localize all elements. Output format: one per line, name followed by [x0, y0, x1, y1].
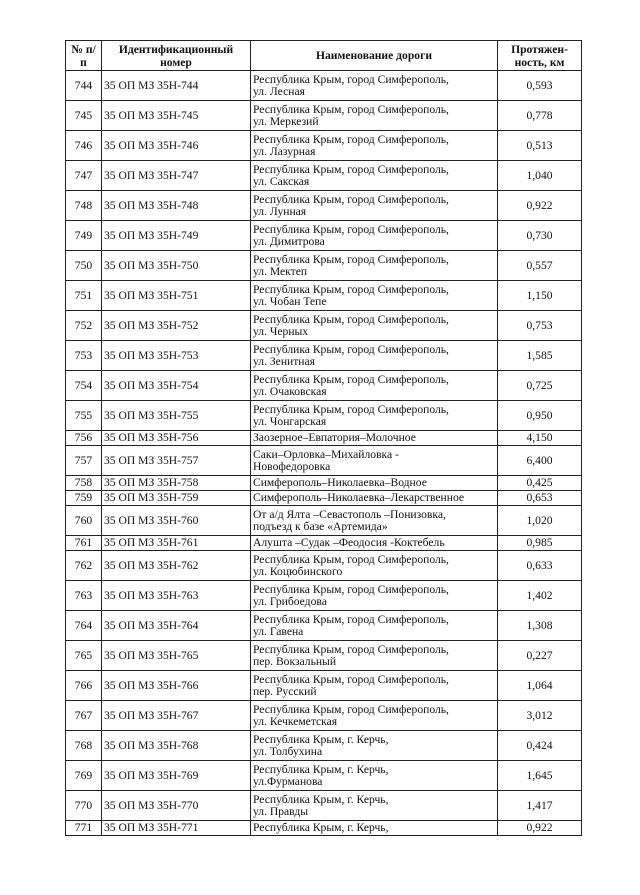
road-name-line-2: пер. Вокзальный — [253, 654, 337, 668]
road-id: 35 ОП МЗ 35Н-762 — [102, 551, 251, 581]
road-length: 1,040 — [498, 161, 582, 191]
roads-table — [65, 40, 582, 836]
road-name-line-1: Республика Крым, город Симферополь, — [253, 402, 449, 416]
table-row — [66, 641, 582, 671]
road-name-line-1: Республика Крым, город Симферополь, — [253, 222, 449, 236]
row-number: 746 — [66, 131, 102, 161]
road-name-line-2: ул. Лесная — [253, 84, 305, 98]
road-id: 35 ОП МЗ 35Н-751 — [102, 281, 251, 311]
road-length: 0,424 — [498, 731, 582, 761]
road-id: 35 ОП МЗ 35Н-760 — [102, 506, 251, 536]
road-name — [251, 221, 498, 251]
row-number: 751 — [66, 281, 102, 311]
row-number: 760 — [66, 506, 102, 536]
road-name — [251, 191, 498, 221]
road-name — [251, 671, 498, 701]
road-name-line-1: Республика Крым, город Симферополь, — [253, 552, 449, 566]
road-length: 0,653 — [498, 491, 582, 506]
road-name-line-2: ул. Черных — [253, 324, 309, 338]
road-id: 35 ОП МЗ 35Н-746 — [102, 131, 251, 161]
road-id: 35 ОП МЗ 35Н-753 — [102, 341, 251, 371]
road-id: 35 ОП МЗ 35Н-764 — [102, 611, 251, 641]
road-length: 6,400 — [498, 446, 582, 476]
road-name — [251, 71, 498, 101]
road-id: 35 ОП МЗ 35Н-748 — [102, 191, 251, 221]
road-length: 4,150 — [498, 431, 582, 446]
row-number: 757 — [66, 446, 102, 476]
road-name — [251, 551, 498, 581]
road-name-line-1: Республика Крым, город Симферополь, — [253, 702, 449, 716]
table-row — [66, 431, 582, 446]
table-row — [66, 536, 582, 551]
road-id: 35 ОП МЗ 35Н-767 — [102, 701, 251, 731]
road-name-line-1: Республика Крым, город Симферополь, — [253, 372, 449, 386]
row-number: 767 — [66, 701, 102, 731]
road-name-line-2: ул. Сакская — [253, 174, 310, 188]
table-row — [66, 731, 582, 761]
road-name — [251, 791, 498, 821]
table-row — [66, 701, 582, 731]
road-length: 1,020 — [498, 506, 582, 536]
road-name-line-1: От а/д Ялта –Севастополь –Понизовка, — [253, 507, 446, 521]
road-name-line-2: ул. Чонгарская — [253, 414, 327, 428]
road-name-line-1: Республика Крым, город Симферополь, — [253, 252, 449, 266]
road-name-line-1: Республика Крым, город Симферополь, — [253, 312, 449, 326]
table-row — [66, 611, 582, 641]
row-number: 755 — [66, 401, 102, 431]
row-number: 769 — [66, 761, 102, 791]
table-row — [66, 446, 582, 476]
road-name — [251, 536, 498, 551]
road-name-line-1: Республика Крым, город Симферополь, — [253, 612, 449, 626]
table-row — [66, 791, 582, 821]
road-id: 35 ОП МЗ 35Н-766 — [102, 671, 251, 701]
road-length: 0,730 — [498, 221, 582, 251]
road-name — [251, 251, 498, 281]
road-name-line-2: ул. Очаковская — [253, 384, 327, 398]
table-row — [66, 131, 582, 161]
road-length: 1,645 — [498, 761, 582, 791]
table-row — [66, 161, 582, 191]
road-name-line-2: пер. Русский — [253, 684, 317, 698]
road-name-line-1: Республика Крым, город Симферополь, — [253, 672, 449, 686]
table-row — [66, 476, 582, 491]
road-name-line-2: подъезд к базе «Артемида» — [253, 519, 388, 533]
road-length: 0,633 — [498, 551, 582, 581]
road-length: 1,417 — [498, 791, 582, 821]
table-row — [66, 311, 582, 341]
road-name — [251, 341, 498, 371]
road-id: 35 ОП МЗ 35Н-756 — [102, 431, 251, 446]
road-id: 35 ОП МЗ 35Н-765 — [102, 641, 251, 671]
table-row — [66, 581, 582, 611]
road-id: 35 ОП МЗ 35Н-761 — [102, 536, 251, 551]
road-name-line-2: ул. Кечкеметская — [253, 714, 338, 728]
road-id: 35 ОП МЗ 35Н-754 — [102, 371, 251, 401]
header-row — [66, 41, 582, 71]
row-number: 758 — [66, 476, 102, 491]
row-number: 750 — [66, 251, 102, 281]
road-name-line-1: Республика Крым, город Симферополь, — [253, 192, 449, 206]
row-number: 754 — [66, 371, 102, 401]
road-length: 0,950 — [498, 401, 582, 431]
road-length: 0,922 — [498, 821, 582, 836]
road-name — [251, 401, 498, 431]
table-row — [66, 341, 582, 371]
road-length: 3,012 — [498, 701, 582, 731]
road-name-line-2: ул. Гавена — [253, 624, 304, 638]
table-row — [66, 761, 582, 791]
road-name — [251, 311, 498, 341]
road-name-line-1: Республика Крым, город Симферополь, — [253, 342, 449, 356]
road-name-line-1: Республика Крым, город Симферополь, — [253, 582, 449, 596]
road-name — [251, 131, 498, 161]
road-name — [251, 431, 498, 446]
road-id: 35 ОП МЗ 35Н-763 — [102, 581, 251, 611]
table-row — [66, 191, 582, 221]
row-number: 744 — [66, 71, 102, 101]
row-number: 764 — [66, 611, 102, 641]
road-name-line-2: ул. Меркезий — [253, 114, 319, 128]
table-row — [66, 251, 582, 281]
table-header — [66, 41, 582, 71]
road-id: 35 ОП МЗ 35Н-757 — [102, 446, 251, 476]
table-row — [66, 101, 582, 131]
row-number: 766 — [66, 671, 102, 701]
road-length: 0,557 — [498, 251, 582, 281]
road-name — [251, 641, 498, 671]
row-number: 745 — [66, 101, 102, 131]
road-length: 1,064 — [498, 671, 582, 701]
road-name-line-1: Симферополь–Николаевка–Лекарственное — [253, 491, 465, 504]
road-id: 35 ОП МЗ 35Н-752 — [102, 311, 251, 341]
row-number: 770 — [66, 791, 102, 821]
road-name-line-2: ул.Фурманова — [253, 774, 323, 788]
road-length: 0,593 — [498, 71, 582, 101]
road-length: 0,227 — [498, 641, 582, 671]
row-number: 768 — [66, 731, 102, 761]
road-name-line-1: Республика Крым, г. Керчь, — [253, 762, 389, 776]
table-row — [66, 281, 582, 311]
road-length: 0,778 — [498, 101, 582, 131]
road-length: 0,513 — [498, 131, 582, 161]
row-number: 759 — [66, 491, 102, 506]
row-number: 753 — [66, 341, 102, 371]
road-name-line-1: Республика Крым, город Симферополь, — [253, 102, 449, 116]
road-length: 1,150 — [498, 281, 582, 311]
road-id: 35 ОП МЗ 35Н-759 — [102, 491, 251, 506]
row-number: 762 — [66, 551, 102, 581]
road-name — [251, 371, 498, 401]
road-id: 35 ОП МЗ 35Н-750 — [102, 251, 251, 281]
table-row — [66, 401, 582, 431]
table-row — [66, 221, 582, 251]
table-row — [66, 491, 582, 506]
table-row — [66, 821, 582, 836]
road-length: 0,922 — [498, 191, 582, 221]
road-name-line-2: ул. Зенитная — [253, 354, 315, 368]
road-name — [251, 281, 498, 311]
road-name-line-2: ул. Лазурная — [253, 144, 316, 158]
road-name-line-1: Республика Крым, город Симферополь, — [253, 132, 449, 146]
road-name-line-1: Саки–Орловка–Михайловка - — [253, 447, 399, 461]
road-id: 35 ОП МЗ 35Н-744 — [102, 71, 251, 101]
road-name — [251, 611, 498, 641]
row-number: 752 — [66, 311, 102, 341]
road-id: 35 ОП МЗ 35Н-747 — [102, 161, 251, 191]
road-id: 35 ОП МЗ 35Н-758 — [102, 476, 251, 491]
road-name-line-2: ул. Чобан Тепе — [253, 294, 327, 308]
row-number: 756 — [66, 431, 102, 446]
road-name-line-1: Алушта –Судак –Феодосия -Коктебель — [253, 536, 445, 549]
road-name-line-1: Республика Крым, город Симферополь, — [253, 162, 449, 176]
road-name-line-2: ул. Грибоедова — [253, 594, 327, 608]
row-number: 747 — [66, 161, 102, 191]
road-length: 0,725 — [498, 371, 582, 401]
table-body — [66, 71, 582, 836]
road-name — [251, 581, 498, 611]
table-row — [66, 551, 582, 581]
road-name — [251, 476, 498, 491]
road-name-line-2: ул. Димитрова — [253, 234, 325, 248]
road-name-line-1: Республика Крым, г. Керчь, — [253, 792, 389, 806]
road-name — [251, 506, 498, 536]
row-number: 765 — [66, 641, 102, 671]
row-number: 749 — [66, 221, 102, 251]
road-length: 0,425 — [498, 476, 582, 491]
row-number: 748 — [66, 191, 102, 221]
road-id: 35 ОП МЗ 35Н-749 — [102, 221, 251, 251]
road-name-line-2: ул. Коцюбинского — [253, 564, 343, 578]
table-row — [66, 506, 582, 536]
road-name — [251, 701, 498, 731]
header-name: Наименование дороги — [251, 41, 498, 71]
road-length: 0,753 — [498, 311, 582, 341]
road-name — [251, 446, 498, 476]
road-length: 0,985 — [498, 536, 582, 551]
header-num: № п/п — [66, 41, 102, 71]
table-row — [66, 671, 582, 701]
road-name-line-2: ул. Мектеп — [253, 264, 308, 278]
road-name — [251, 161, 498, 191]
table-row — [66, 71, 582, 101]
road-id: 35 ОП МЗ 35Н-755 — [102, 401, 251, 431]
road-name-line-2: ул. Лунная — [253, 204, 307, 218]
table-row — [66, 371, 582, 401]
road-name-line-2: ул. Толбухина — [253, 744, 323, 758]
road-name — [251, 731, 498, 761]
row-number: 771 — [66, 821, 102, 836]
row-number: 761 — [66, 536, 102, 551]
road-name-line-1: Республика Крым, город Симферополь, — [253, 282, 449, 296]
road-name-line-1: Республика Крым, г. Керчь, — [253, 821, 389, 834]
road-id: 35 ОП МЗ 35Н-770 — [102, 791, 251, 821]
road-name — [251, 821, 498, 836]
road-name-line-1: Заозерное–Евпатория–Молочное — [253, 431, 416, 444]
road-name-line-1: Республика Крым, город Симферополь, — [253, 72, 449, 86]
road-name — [251, 101, 498, 131]
road-length: 1,585 — [498, 341, 582, 371]
road-name-line-1: Республика Крым, г. Керчь, — [253, 732, 389, 746]
header-length: Протяжен-ность, км — [498, 41, 582, 71]
row-number: 763 — [66, 581, 102, 611]
road-name-line-2: Новофедоровка — [253, 459, 331, 473]
road-name-line-2: ул. Правды — [253, 804, 309, 818]
header-id: Идентификационный номер — [102, 41, 251, 71]
road-id: 35 ОП МЗ 35Н-769 — [102, 761, 251, 791]
road-id: 35 ОП МЗ 35Н-771 — [102, 821, 251, 836]
road-id: 35 ОП МЗ 35Н-768 — [102, 731, 251, 761]
road-length: 1,308 — [498, 611, 582, 641]
road-name-line-1: Республика Крым, город Симферополь, — [253, 642, 449, 656]
road-id: 35 ОП МЗ 35Н-745 — [102, 101, 251, 131]
road-length: 1,402 — [498, 581, 582, 611]
road-name — [251, 491, 498, 506]
road-name-line-1: Симферополь–Николаевка–Водное — [253, 476, 427, 489]
road-name — [251, 761, 498, 791]
